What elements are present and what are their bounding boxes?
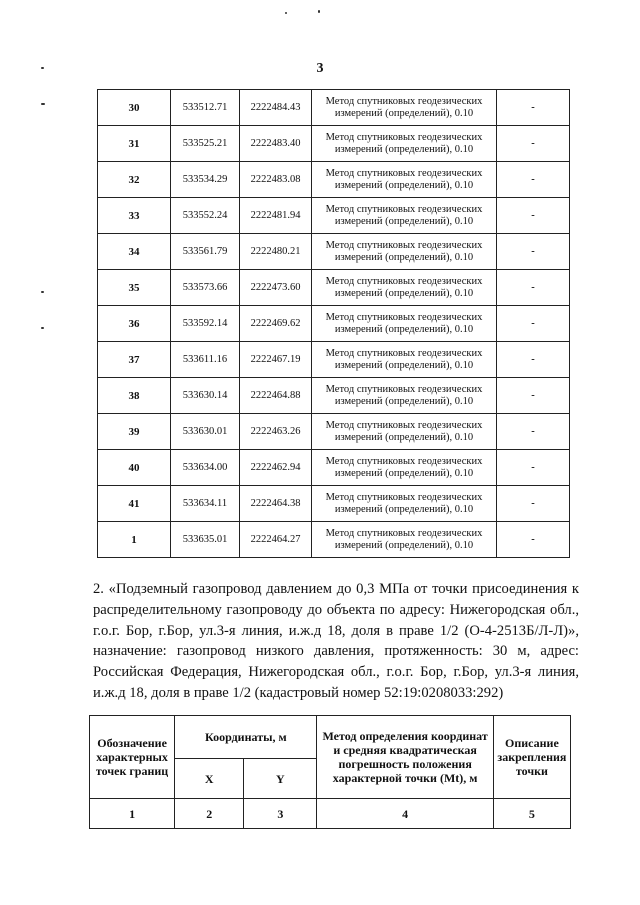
method-cell: Метод спутниковых геодезических измерений (определений), 0.10	[312, 90, 497, 126]
column-number: 2	[175, 799, 244, 829]
coordinate-x: 533552.24	[171, 198, 240, 234]
coordinate-x: 533592.14	[171, 306, 240, 342]
description-cell: -	[497, 450, 570, 486]
method-cell: Метод спутниковых геодезических измерений (определений), 0.10	[312, 450, 497, 486]
coordinate-y: 2222464.88	[240, 378, 312, 414]
point-number: 41	[98, 486, 171, 522]
coordinate-x: 533635.01	[171, 522, 240, 558]
description-cell: -	[497, 378, 570, 414]
method-cell: Метод спутниковых геодезических измерений (определений), 0.10	[312, 270, 497, 306]
coordinate-y: 2222469.62	[240, 306, 312, 342]
table-row	[98, 378, 570, 414]
y-header: Y	[244, 759, 317, 799]
table-row	[98, 234, 570, 270]
point-number: 30	[98, 90, 171, 126]
point-number: 32	[98, 162, 171, 198]
method-cell: Метод спутниковых геодезических измерений (определений), 0.10	[312, 378, 497, 414]
table-row	[98, 414, 570, 450]
point-number: 35	[98, 270, 171, 306]
table-row	[98, 342, 570, 378]
point-number: 39	[98, 414, 171, 450]
table-row	[98, 450, 570, 486]
coordinate-x: 533634.00	[171, 450, 240, 486]
point-number: 31	[98, 126, 171, 162]
point-number: 1	[98, 522, 171, 558]
coordinate-y: 2222483.40	[240, 126, 312, 162]
method-cell: Метод спутниковых геодезических измерений (определений), 0.10	[312, 162, 497, 198]
column-number: 3	[244, 799, 317, 829]
description-cell: -	[497, 198, 570, 234]
coordinate-x: 533634.11	[171, 486, 240, 522]
coordinates-header: Координаты, м	[175, 716, 317, 759]
table-row	[98, 522, 570, 558]
coordinate-y: 2222467.19	[240, 342, 312, 378]
description-cell: -	[497, 342, 570, 378]
description-cell: -	[497, 270, 570, 306]
method-cell: Метод спутниковых геодезических измерений (определений), 0.10	[312, 306, 497, 342]
object-description-paragraph: 2. «Подземный газопровод давлением до 0,3 МПа от точки присоединения к распределительному газопроводу до объекта по адресу: Нижегородская обл., г.о.г. Бор, г.Бор, ул.3-я линия, и.ж.д 18, доля в праве 1/2 (О-4-2513Б/Л-Л)», назначение: газопровод низкого давления, протяженность: 30 м, адрес: Российская Федерация, Нижегородская обл., г.о.г. Бор, г.Бор, ул.3-я линия, и.ж.д 18, доля в праве 1/2 (кадастровый номер 52:19:0208033:292)	[93, 581, 579, 701]
coordinate-x: 533561.79	[171, 234, 240, 270]
point-number: 37	[98, 342, 171, 378]
method-cell: Метод спутниковых геодезических измерений (определений), 0.10	[312, 198, 497, 234]
description-cell: -	[497, 90, 570, 126]
column-number: 1	[90, 799, 175, 829]
description-cell: -	[497, 126, 570, 162]
coordinate-y: 2222464.27	[240, 522, 312, 558]
description-cell: -	[497, 522, 570, 558]
method-cell: Метод спутниковых геодезических измерений (определений), 0.10	[312, 522, 497, 558]
coordinate-y: 2222481.94	[240, 198, 312, 234]
description-cell: -	[497, 162, 570, 198]
description-header: Описание закрепления точки	[493, 716, 570, 799]
scan-speck	[41, 327, 44, 329]
column-number: 4	[317, 799, 493, 829]
table-row	[98, 126, 570, 162]
description-cell: -	[497, 486, 570, 522]
column-number: 5	[493, 799, 570, 829]
coordinates-table	[97, 89, 570, 558]
page-number: 3	[316, 61, 324, 76]
method-header: Метод определения координат и средняя квадратическая погрешность положения характерной точки (Mt), м	[317, 716, 493, 799]
method-cell: Метод спутниковых геодезических измерений (определений), 0.10	[312, 486, 497, 522]
designation-header: Обозначение характерных точек границ	[90, 716, 175, 799]
x-header: X	[175, 759, 244, 799]
table-row	[98, 162, 570, 198]
coordinates-table-body	[98, 90, 570, 558]
coordinate-x: 533611.16	[171, 342, 240, 378]
coordinate-x: 533573.66	[171, 270, 240, 306]
scan-speck	[318, 10, 320, 13]
table-row	[98, 270, 570, 306]
description-cell: -	[497, 234, 570, 270]
table-row	[98, 198, 570, 234]
scan-speck	[41, 291, 44, 293]
point-number: 33	[98, 198, 171, 234]
point-number: 38	[98, 378, 171, 414]
method-cell: Метод спутниковых геодезических измерений (определений), 0.10	[312, 414, 497, 450]
coordinate-y: 2222463.26	[240, 414, 312, 450]
coordinate-y: 2222484.43	[240, 90, 312, 126]
coordinate-y: 2222462.94	[240, 450, 312, 486]
table-row	[98, 306, 570, 342]
scan-speck	[41, 103, 45, 105]
method-cell: Метод спутниковых геодезических измерений (определений), 0.10	[312, 234, 497, 270]
coordinate-y: 2222473.60	[240, 270, 312, 306]
point-number: 36	[98, 306, 171, 342]
description-cell: -	[497, 306, 570, 342]
coordinates-header-table	[89, 715, 571, 829]
method-cell: Метод спутниковых геодезических измерений (определений), 0.10	[312, 126, 497, 162]
coordinate-y: 2222483.08	[240, 162, 312, 198]
coordinate-x: 533525.21	[171, 126, 240, 162]
coordinate-x: 533630.14	[171, 378, 240, 414]
table-row	[98, 90, 570, 126]
scan-speck	[285, 12, 287, 14]
point-number: 40	[98, 450, 171, 486]
table-row	[98, 486, 570, 522]
coordinate-x: 533630.01	[171, 414, 240, 450]
point-number: 34	[98, 234, 171, 270]
coordinate-y: 2222480.21	[240, 234, 312, 270]
description-cell: -	[497, 414, 570, 450]
method-cell: Метод спутниковых геодезических измерений (определений), 0.10	[312, 342, 497, 378]
coordinate-x: 533512.71	[171, 90, 240, 126]
coordinate-x: 533534.29	[171, 162, 240, 198]
coordinate-y: 2222464.38	[240, 486, 312, 522]
